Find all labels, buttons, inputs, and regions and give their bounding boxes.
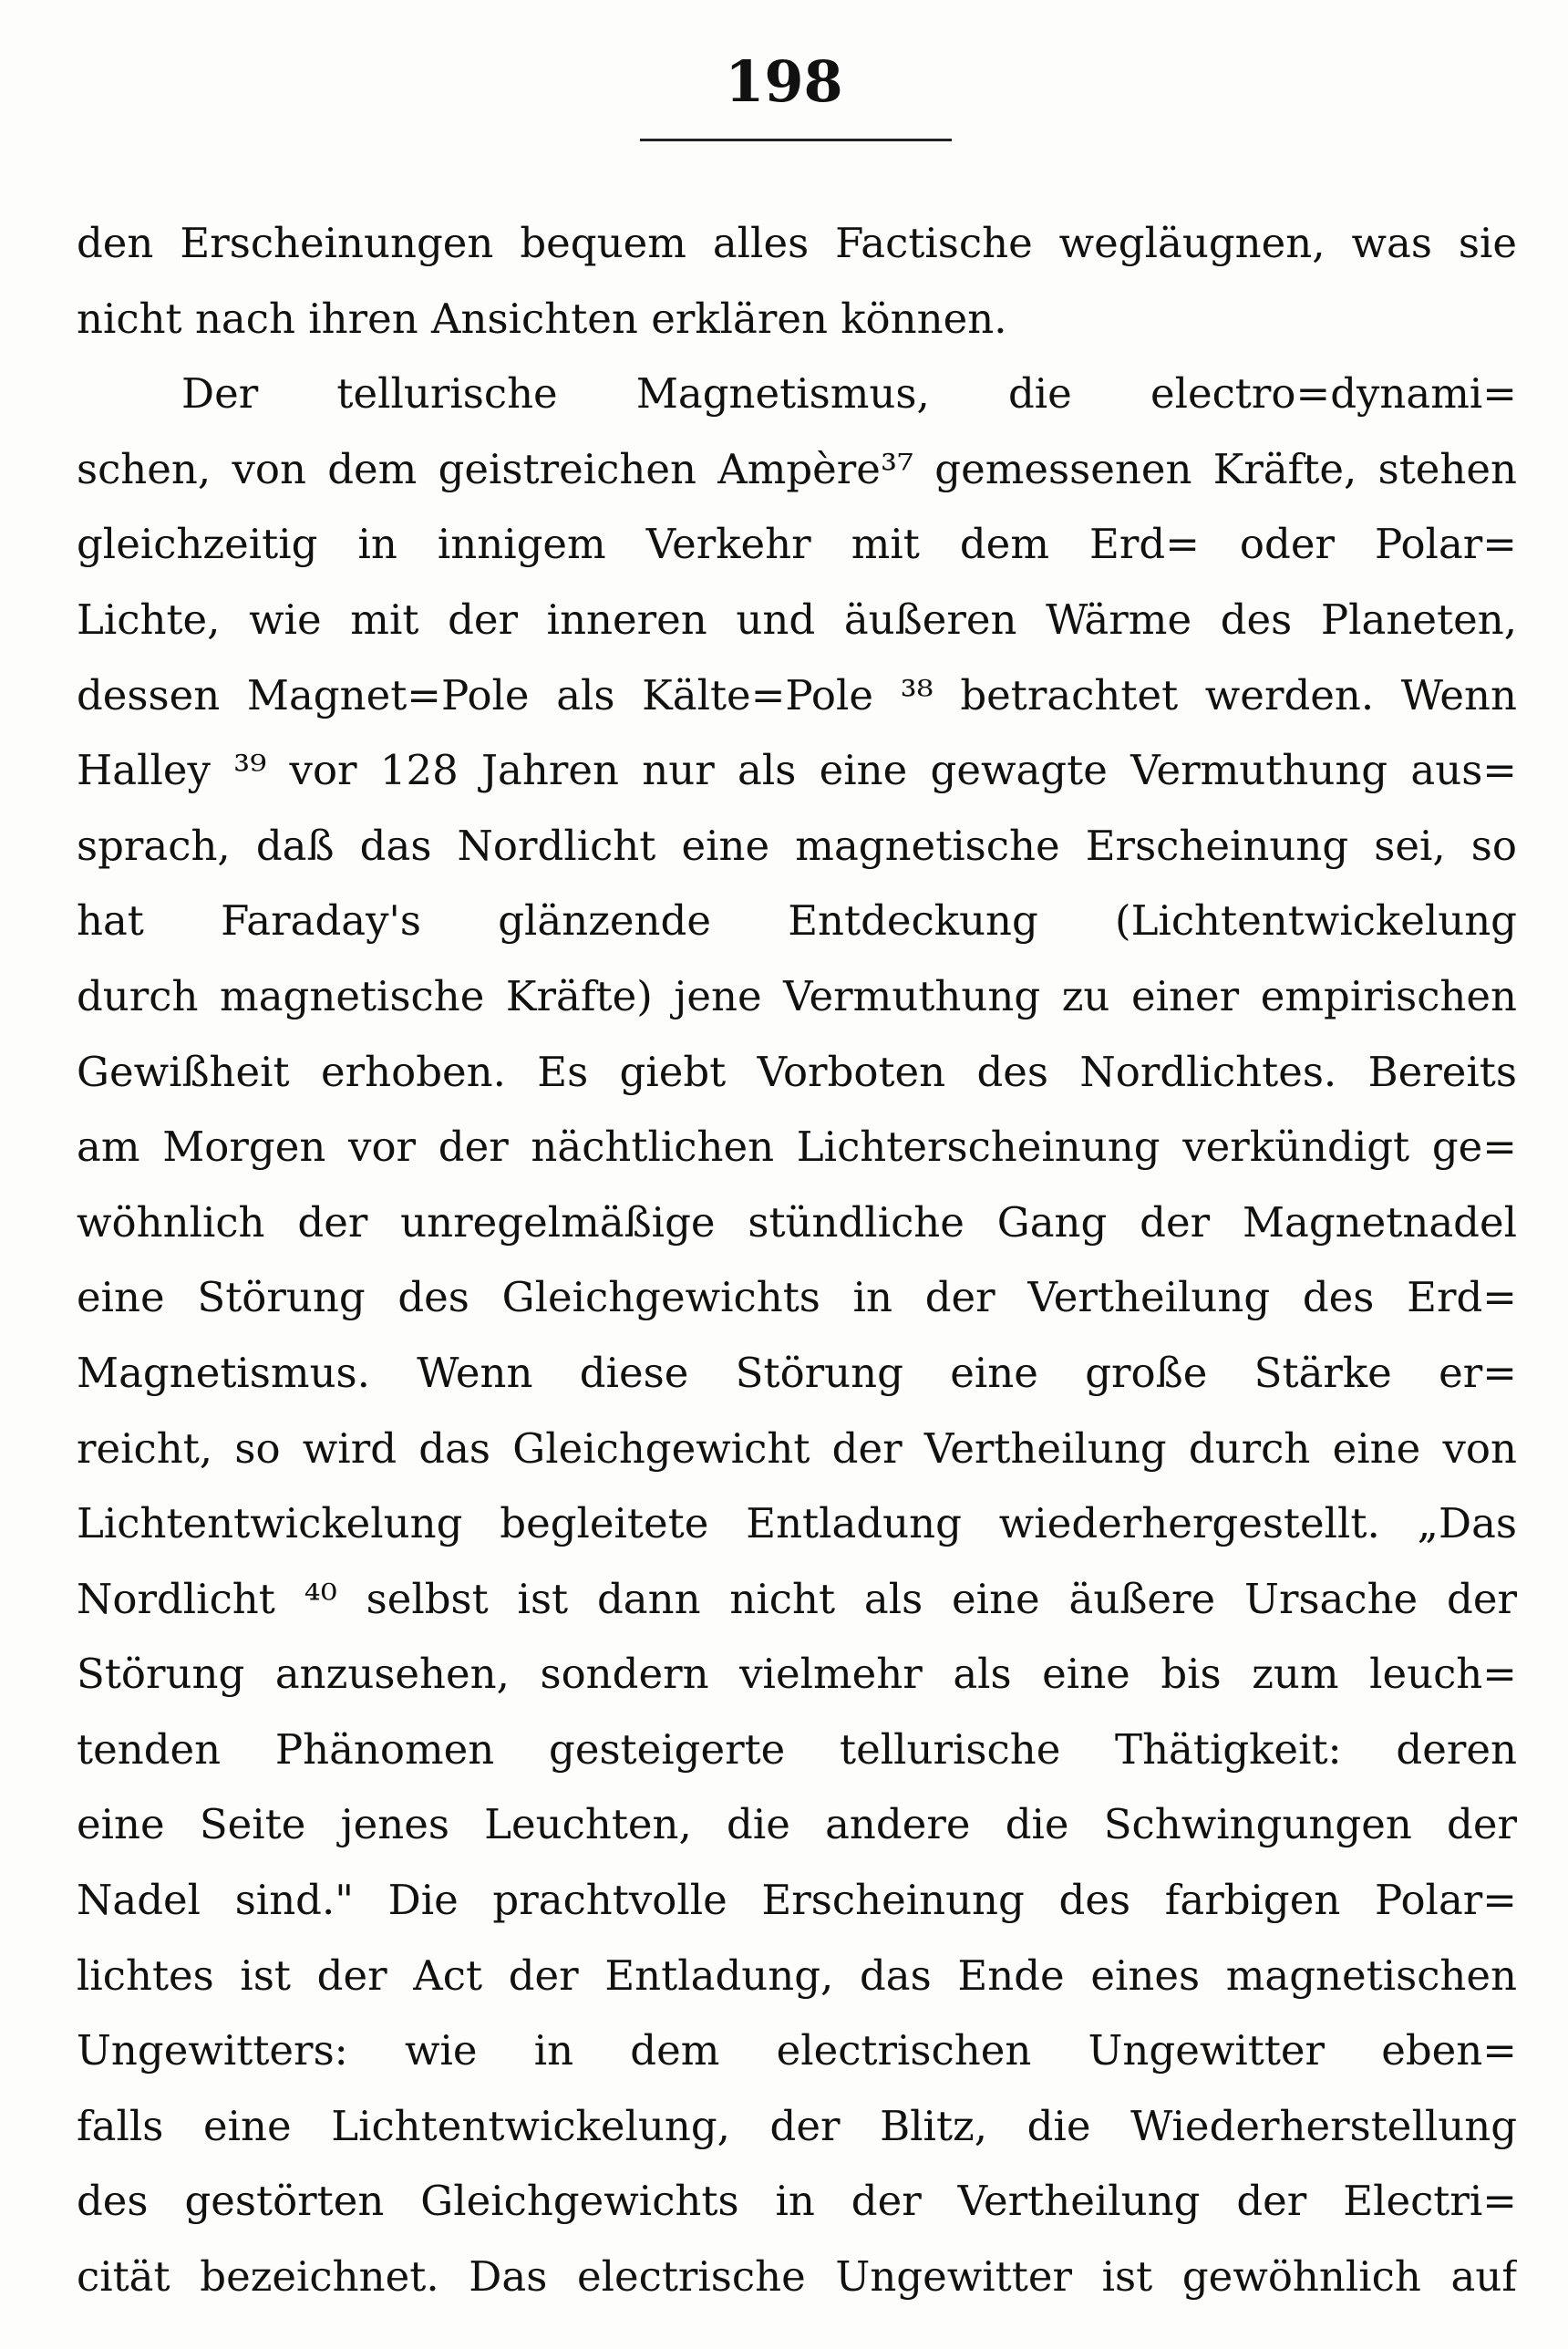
text-line: Störung anzusehen, sondern vielmehr als eine bis zum leuch= xyxy=(77,1650,1517,1699)
text-line: gleichzeitig in innigem Verkehr mit dem Erd= oder Polar= xyxy=(77,520,1517,569)
body-text xyxy=(77,206,1517,2315)
text-line: schen, von dem geistreichen Ampère³⁷ gemessenen Kräfte, stehen xyxy=(77,444,1517,493)
text-line: cität bezeichnet. Das electrische Ungewitter ist gewöhnlich auf xyxy=(77,2252,1517,2302)
text-line: Ungewitters: wie in dem electrischen Ungewitter eben= xyxy=(77,2026,1517,2075)
text-line: Lichte, wie mit der inneren und äußeren Wärme des Planeten, xyxy=(77,595,1517,644)
text-line: am Morgen vor der nächtlichen Lichterscheinung verkündigt ge= xyxy=(77,1123,1517,1172)
text-line: hat Faraday's glänzende Entdeckung (Lichtentwickelung xyxy=(77,896,1517,946)
text-line: des gestörten Gleichgewichts in der Vertheilung der Electri= xyxy=(77,2177,1517,2226)
header-rule xyxy=(640,139,952,141)
text-line: durch magnetische Kräfte) jene Vermuthung zu einer empirischen xyxy=(77,971,1517,1020)
text-line: reicht, so wird das Gleichgewicht der Vertheilung durch eine von xyxy=(77,1423,1517,1473)
text-line: lichtes ist der Act der Entladung, das Ende eines magnetischen xyxy=(77,1951,1517,2000)
text-line: Nadel sind." Die prachtvolle Erscheinung des farbigen Polar= xyxy=(77,1876,1517,1925)
page-number: 198 xyxy=(725,48,843,115)
text-line: wöhnlich der unregelmäßige stündliche Gang der Magnetnadel xyxy=(77,1197,1517,1247)
text-line: Der tellurische Magnetismus, die electro=dynami= xyxy=(181,369,1517,419)
text-line: Magnetismus. Wenn diese Störung eine große Stärke er= xyxy=(77,1348,1517,1397)
text-line: Nordlicht ⁴⁰ selbst ist dann nicht als eine äußere Ursache der xyxy=(77,1574,1517,1623)
text-line: Lichtentwickelung begleitete Entladung wiederhergestellt. „Das xyxy=(77,1499,1517,1548)
text-line: dessen Magnet=Pole als Kälte=Pole ³⁸ betrachtet werden. Wenn xyxy=(77,670,1517,719)
text-line: Gewißheit erhoben. Es giebt Vorboten des Nordlichtes. Bereits xyxy=(77,1047,1517,1096)
text-line: eine Störung des Gleichgewichts in der Vertheilung des Erd= xyxy=(77,1273,1517,1322)
text-line: tenden Phänomen gesteigerte tellurische Thätigkeit: deren xyxy=(77,1724,1517,1774)
text-line: falls eine Lichtentwickelung, der Blitz, die Wiederherstellung xyxy=(77,2101,1517,2150)
text-line: den Erscheinungen bequem alles Factische wegläugnen, was sie xyxy=(77,219,1517,267)
text-line: sprach, daß das Nordlicht eine magnetische Erscheinung sei, so xyxy=(77,821,1517,870)
text-line: eine Seite jenes Leuchten, die andere die Schwingungen der xyxy=(77,1800,1517,1849)
text-line: nicht nach ihren Ansichten erklären können. xyxy=(77,294,1007,343)
text-line: Halley ³⁹ vor 128 Jahren nur als eine gewagte Vermuthung aus= xyxy=(77,746,1517,795)
